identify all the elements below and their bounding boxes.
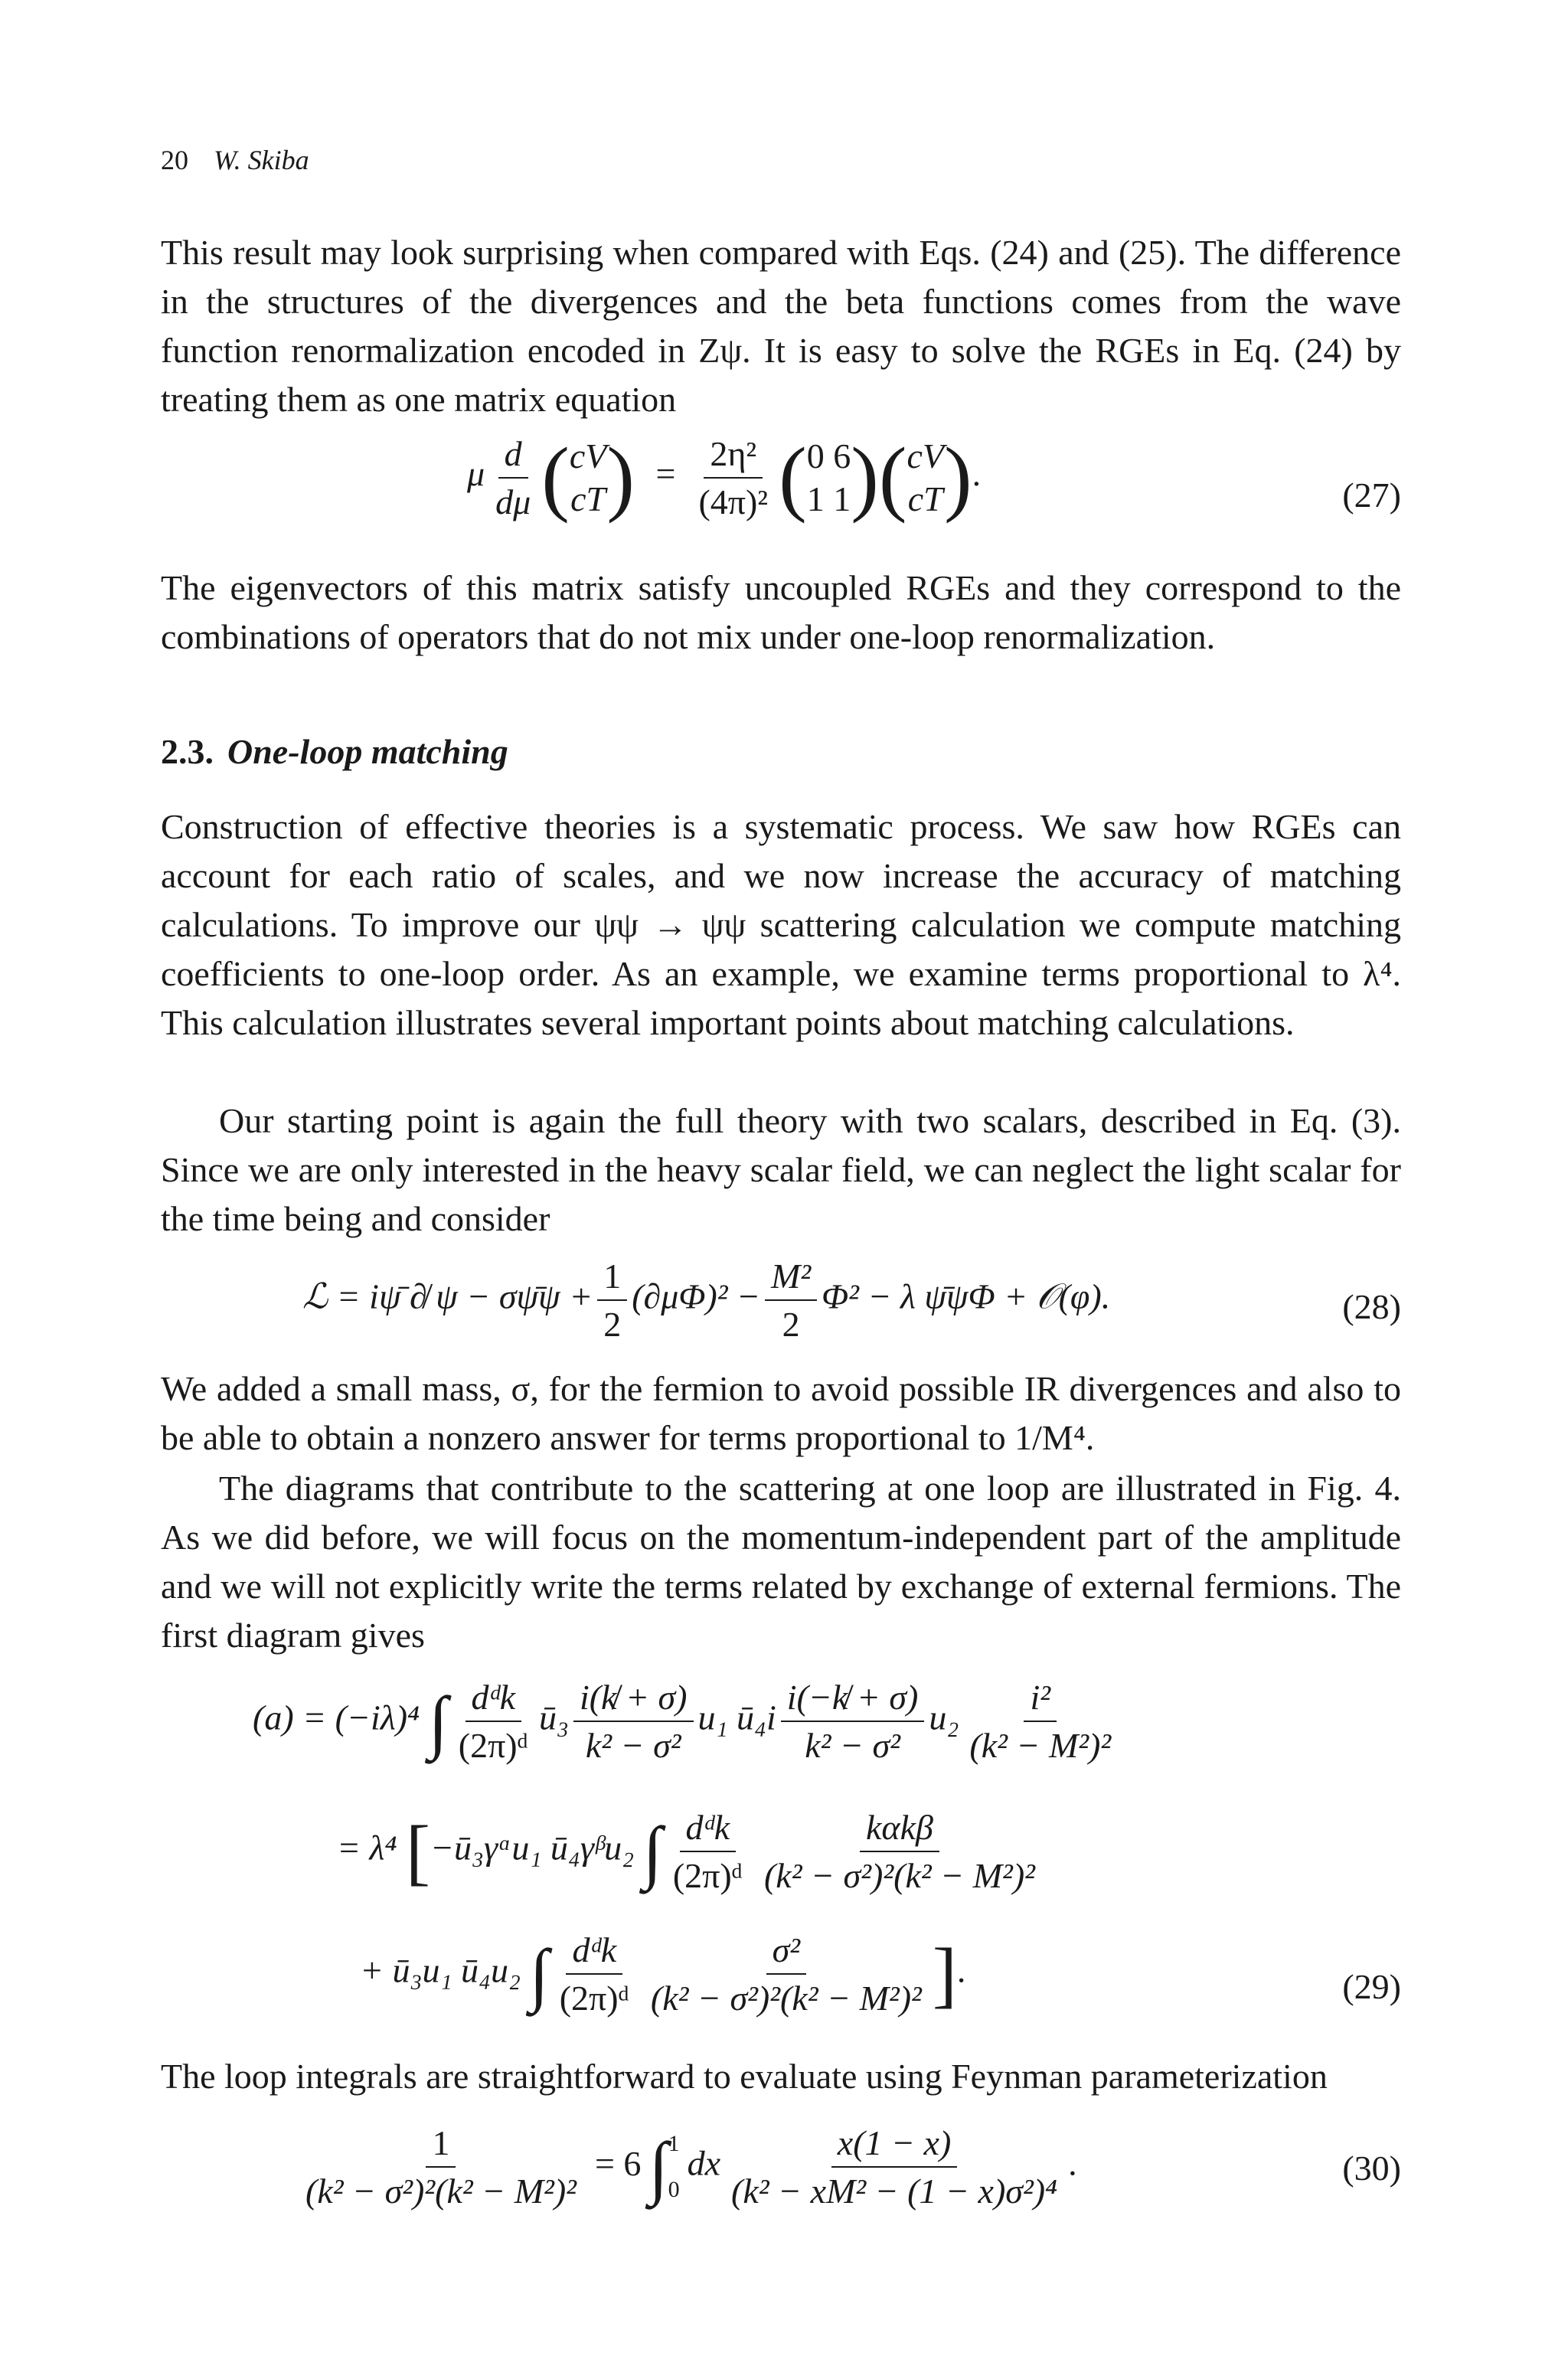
eq27-mu: μ <box>467 454 485 494</box>
eq29-number: (29) <box>1342 1967 1401 2006</box>
eq28-number: (28) <box>1342 1287 1401 1326</box>
eq27-vector-lhs: cV cT <box>569 436 607 518</box>
eq27-number: (27) <box>1342 475 1401 515</box>
eq27-vector-rhs: cV cT <box>906 436 945 518</box>
eq27-coefficient: $\frac{\text{2η²}}{\text{(4π)²}}$ <box>698 433 769 521</box>
page-number: 20 <box>161 145 188 175</box>
paragraph-6: The diagrams that contribute to the scattering at one loop are illustrated in Fig. 4. As we did before, we will focus on the momentum-independent part of the amplitude and we will not explicitly write the terms related by exchange of external fermions. The first diagram gives <box>161 1469 1401 1655</box>
eq29-line-2: = λ⁴ [−ū₃γᵅu₁ ū₄γᵝu₂ ∫ $\frac{\text{dᵈk}}{\text{(2π)ᵈ}}$ $\frac{\text{kαkβ}}{\text{(k² − σ²)²(k² − M²)²}}$ <box>337 1808 1035 1895</box>
paragraph-4: Our starting point is again the full theory with two scalars, described in Eq. (3). Since we are only interested in the heavy scalar field, we can neglect the light scalar for the time being and consider <box>161 1101 1401 1238</box>
section-number: 2.3. <box>161 732 214 771</box>
paragraph-1: This result may look surprising when compared with Eqs. (24) and (25). The difference in the structures of the divergences and the beta functions comes from the wave function renormalization encoded in Zψ. It is easy to solve the RGEs in Eq. (24) by treating them as one matrix equation <box>161 233 1401 419</box>
paragraph-7: The loop integrals are straightforward to evaluate using Feynman parameterization <box>161 2057 1328 2096</box>
section-title: One-loop matching <box>227 732 508 771</box>
section-heading <box>161 731 508 772</box>
eq29-line-3: + ū₃u₁ ū₄u₂ ∫ $\frac{\text{dᵈk}}{\text{(2π)ᵈ}}$ $\frac{\text{σ²}}{\text{(k² − σ²)²(k² − M²)²}}$ ]. <box>360 1930 966 2018</box>
paragraph-2: The eigenvectors of this matrix satisfy uncoupled RGEs and they correspond to the combinations of operators that do not mix under one-loop renormalization. <box>161 568 1401 656</box>
running-header <box>161 144 309 176</box>
paragraph-3: Construction of effective theories is a systematic process. We saw how RGEs can account for each ratio of scales, and we now increase the accuracy of matching calculations. To improve our ψψ → ψψ scattering calculation we compute matching coefficients to one-loop order. As an example, we examine terms proportional to λ⁴. This calculation illustrates several important points about matching calculations. <box>161 807 1401 1042</box>
paragraph-5: We added a small mass, σ, for the fermion to avoid possible IR divergences and also to be able to obtain a nonzero answer for terms proportional to 1/M⁴. <box>161 1369 1401 1457</box>
eq30-number: (30) <box>1342 2149 1401 2188</box>
eq27-derivative: $\frac{d}{d\mu}$ <box>495 433 531 521</box>
eq29-line-1: (a) = (−iλ)⁴ ∫ $\frac{\text{dᵈk}}{\text{(2π)ᵈ}}$ ū₃ $\frac{i(k̸ + \sigma)}{\text{k² − σ²}}$ u₁ ū₄i $\frac{i(-k̸ + \sigma)}{\text{k² − σ²}}$ u₂ $\frac{\text{i²}}{\text{(k² − M²)²}}$ <box>253 1678 1112 1765</box>
running-author: W. Skiba <box>214 145 309 175</box>
eq27-matrix: 0 6 1 1 <box>806 436 851 518</box>
